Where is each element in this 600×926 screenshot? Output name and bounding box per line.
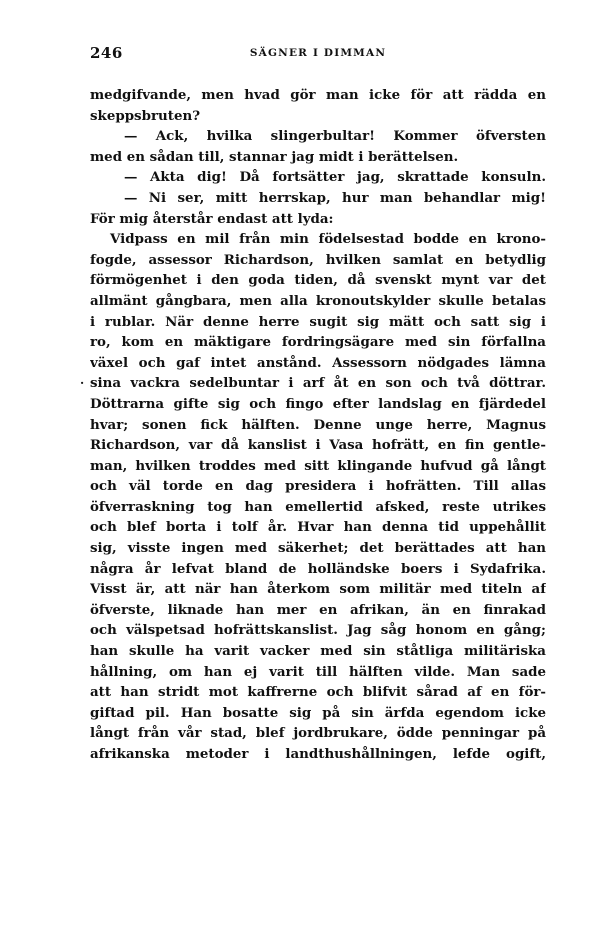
text-line: och blef borta i tolf år. Hvar han denna tid uppehållit <box>90 519 546 536</box>
text-line: Visst är, att när han återkom som militär med titeln af <box>90 581 546 598</box>
margin-mark: · <box>80 376 85 390</box>
text-line: öfverraskning tog han emellertid afsked, reste utrikes <box>90 498 546 515</box>
text-line: med en sådan till, stannar jag midt i berättelsen. <box>90 148 459 165</box>
text-line: växel och gaf intet anstånd. Assessorn nödgades lämna <box>90 354 546 371</box>
page-header <box>90 44 546 66</box>
text-line: ro, kom en mäktigare fordringsägare med sin förfallna <box>90 334 546 351</box>
text-line: — Ni ser, mitt herrskap, hur man behandlar mig! <box>124 189 546 206</box>
text-line: — Ack, hvilka slingerbultar! Kommer öfversten <box>124 128 546 145</box>
text-line: För mig återstår endast att lyda: <box>90 210 334 227</box>
text-line: giftad pil. Han bosatte sig på sin ärfda egendom icke <box>90 704 546 721</box>
text-line: man, hvilken troddes med sitt klingande hufvud gå långt <box>90 457 546 474</box>
text-line: öfverste, liknade han mer en afrikan, än en finrakad <box>90 601 546 618</box>
text-line: medgifvande, men hvad gör man icke för att rädda en <box>90 87 546 103</box>
text-line: sig, visste ingen med säkerhet; det berättades att han <box>90 540 546 557</box>
text-line: och väl torde en dag presidera i hofrätten. Till allas <box>90 478 546 495</box>
text-line: långt från vår stad, blef jordbrukare, ödde penningar på <box>90 725 546 742</box>
body-text <box>90 85 546 765</box>
text-line: några år lefvat bland de holländske boers i Sydafrika. <box>90 560 546 577</box>
text-line: i rublar. När denne herre sugit sig mätt och satt sig i <box>90 313 546 330</box>
text-line: han skulle ha varit vacker med sin ståtliga militäriska <box>90 643 546 660</box>
text-line: skeppsbruten? <box>90 107 201 124</box>
text-line: allmänt gångbara, men alla kronoutskylder skulle betalas <box>90 292 546 309</box>
text-line: Döttrarna gifte sig och fingo efter landslag en fjärdedel <box>90 395 546 412</box>
text-line: afrikanska metoder i landthushållningen, lefde ogift, <box>90 746 546 762</box>
text-line: fogde, assessor Richardson, hvilken samlat en betydlig <box>90 251 546 268</box>
text-line: förmögenhet i den goda tiden, då svenskt mynt var det <box>90 272 546 289</box>
text-line: Vidpass en mil från min födelsestad bodde en krono- <box>110 231 546 248</box>
text-line: och välspetsad hofrättskanslist. Jag såg honom en gång; <box>90 622 546 639</box>
running-head: SÄGNER I DIMMAN <box>249 47 387 59</box>
text-line: hållning, om han ej varit till hälften vilde. Man sade <box>90 663 546 680</box>
text-line: Richardson, var då kanslist i Vasa hofrätt, en fin gentle- <box>90 437 546 454</box>
text-line: att han stridt mot kaffrerne och blifvit sårad af en för- <box>90 684 546 701</box>
text-line: — Akta dig! Då fortsätter jag, skrattade konsuln. <box>124 169 546 186</box>
text-line: hvar; sonen fick hälften. Denne unge herre, Magnus <box>90 416 546 433</box>
page-number: 246 <box>90 44 123 62</box>
text-line: sina vackra sedelbuntar i arf åt en son och två döttrar. <box>90 375 546 392</box>
